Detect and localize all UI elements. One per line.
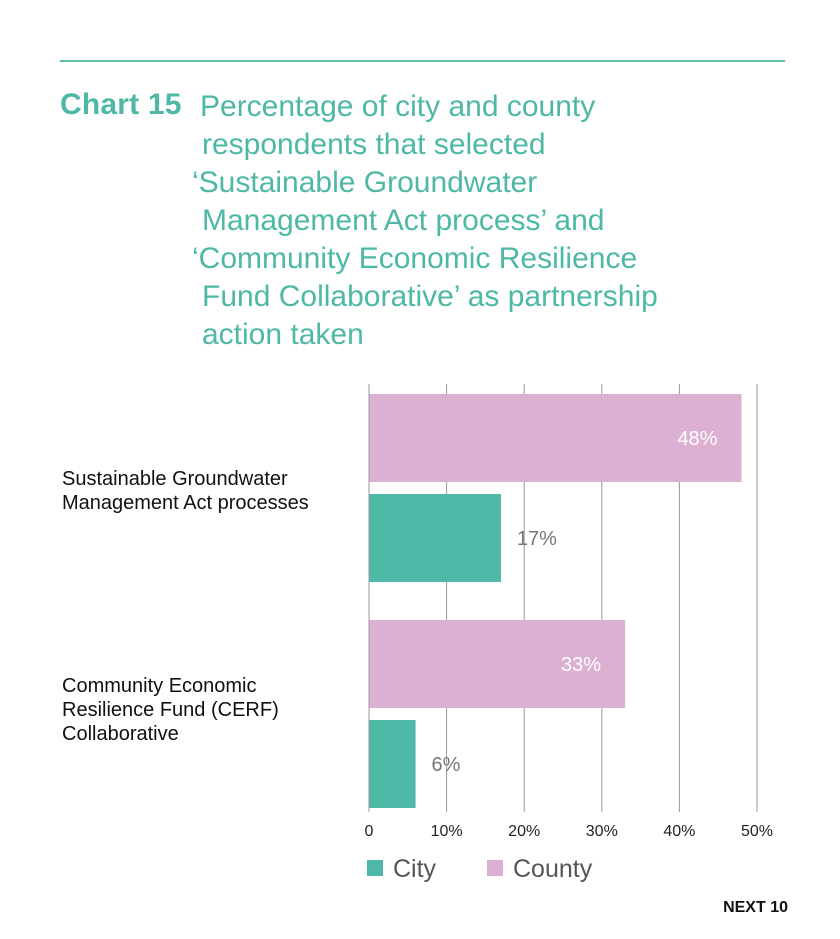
x-tick-label: 10%	[430, 823, 463, 840]
title-line: respondents that selected	[202, 128, 546, 161]
x-tick-label: 50%	[740, 823, 774, 840]
category-label: Sustainable Groundwater	[62, 468, 288, 490]
title-line: ‘Sustainable Groundwater	[192, 166, 538, 199]
data-label-county: 33%	[561, 654, 602, 676]
title-line: ‘Community Economic Resilience	[192, 242, 638, 275]
legend-swatch-county	[487, 860, 503, 876]
x-tick-label: 40%	[663, 823, 696, 840]
legend-label-county: County	[513, 855, 593, 883]
x-tick-label: 0	[364, 823, 374, 840]
x-tick-label: 20%	[508, 823, 541, 840]
data-label-city: 17%	[516, 528, 557, 550]
data-label-city: 6%	[431, 754, 461, 776]
x-tick-label: 30%	[585, 823, 618, 840]
category-label: Collaborative	[62, 723, 179, 745]
chart-number: Chart 15	[60, 88, 182, 121]
legend-label-city: City	[393, 855, 437, 883]
category-label: Community Economic	[62, 675, 257, 697]
footer-brand: NEXT 10	[723, 899, 788, 916]
title-line: Fund Collaborative’ as partnership	[202, 280, 658, 313]
category-label: Management Act processes	[62, 492, 309, 514]
title-line: Percentage of city and county	[200, 90, 596, 123]
title-line: Management Act process’ and	[202, 204, 605, 237]
data-label-county: 48%	[677, 428, 718, 450]
category-label: Resilience Fund (CERF)	[62, 699, 279, 721]
title-line: action taken	[202, 318, 364, 351]
bar-city	[369, 494, 501, 582]
legend-swatch-city	[367, 860, 383, 876]
bar-city	[369, 720, 416, 808]
